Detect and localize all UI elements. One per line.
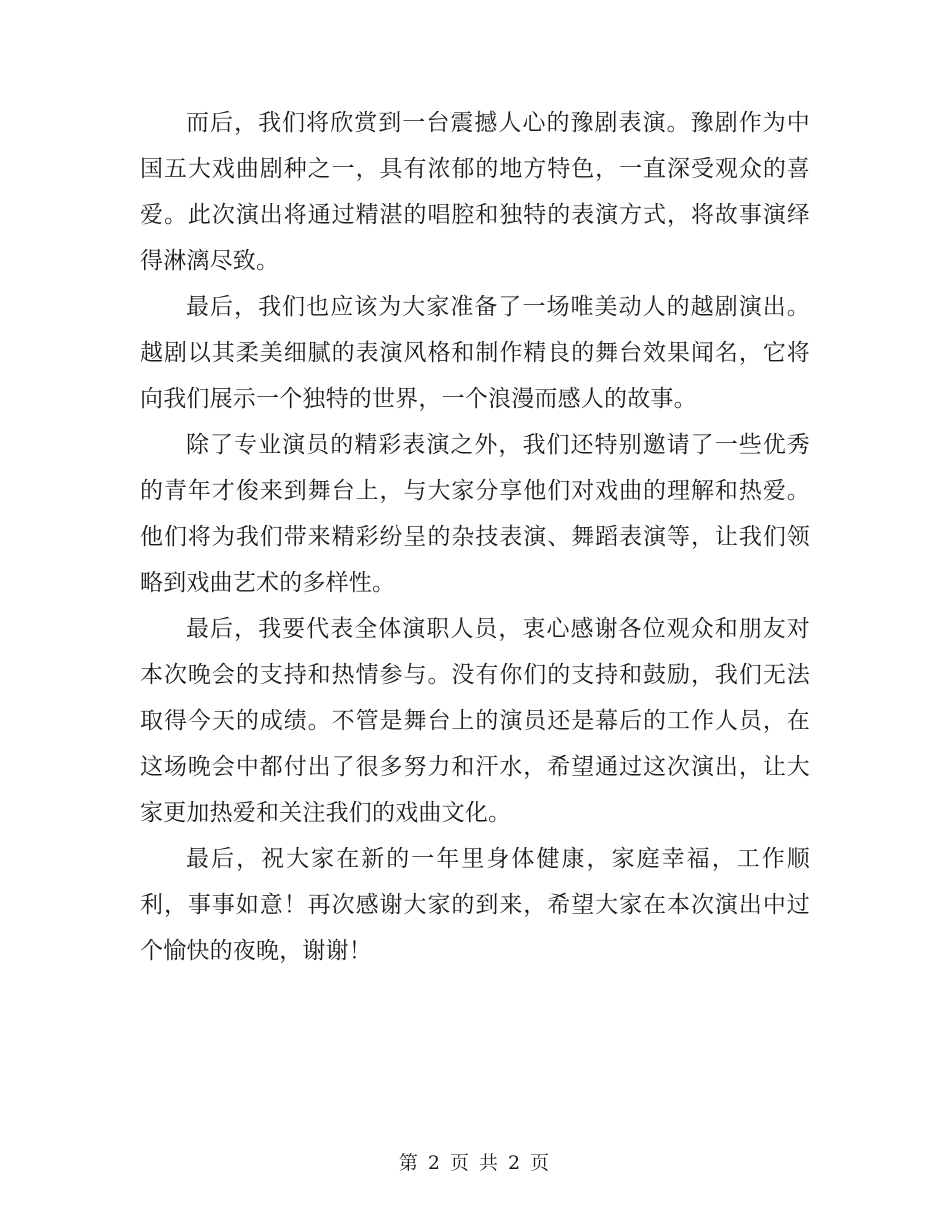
paragraph: 而后，我们将欣赏到一台震撼人心的豫剧表演。豫剧作为中国五大戏曲剧种之一，具有浓郁的地方特色，一直深受观众的喜爱。此次演出将通过精湛的唱腔和独特的表演方式，将故事演绎得淋漓尽致。 bbox=[140, 110, 810, 274]
paragraph: 最后，我们也应该为大家准备了一场唯美动人的越剧演出。越剧以其柔美细腻的表演风格和制作精良的舞台效果闻名，它将向我们展示一个独特的世界，一个浪漫而感人的故事。 bbox=[140, 294, 810, 412]
paragraph: 最后，祝大家在新的一年里身体健康，家庭幸福，工作顺利，事事如意！再次感谢大家的到来，希望大家在本次演出中过个愉快的夜晚，谢谢！ bbox=[140, 846, 810, 964]
paragraph: 除了专业演员的精彩表演之外，我们还特别邀请了一些优秀的青年才俊来到舞台上，与大家分享他们对戏曲的理解和热爱。他们将为我们带来精彩纷呈的杂技表演、舞蹈表演等，让我们领略到戏曲艺术的多样性。 bbox=[140, 432, 810, 596]
page-number-footer: 第 2 页 共 2 页 bbox=[398, 1152, 552, 1174]
document-body bbox=[140, 100, 810, 974]
paragraph: 最后，我要代表全体演职人员，衷心感谢各位观众和朋友对本次晚会的支持和热情参与。没有你们的支持和鼓励，我们无法取得今天的成绩。不管是舞台上的演员还是幕后的工作人员，在这场晚会中都付出了很多努力和汗水，希望通过这次演出，让大家更加热爱和关注我们的戏曲文化。 bbox=[140, 616, 810, 826]
